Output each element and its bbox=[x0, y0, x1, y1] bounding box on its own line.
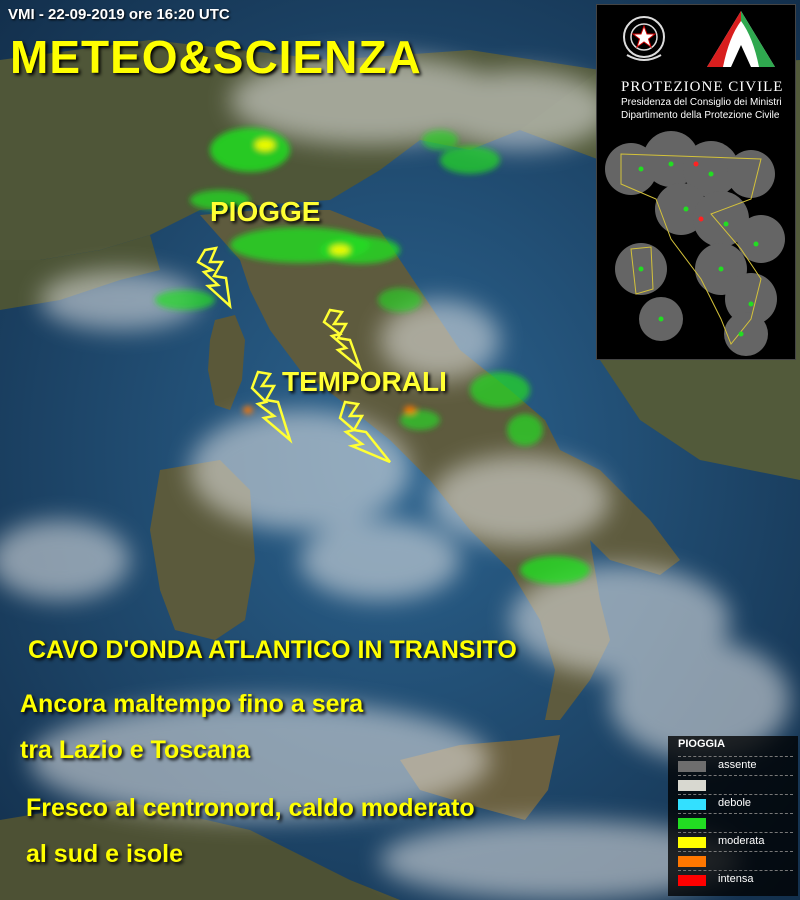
legend-item bbox=[678, 794, 793, 813]
caption-line-3: Fresco al centronord, caldo moderato bbox=[26, 794, 475, 822]
legend-item bbox=[678, 870, 793, 889]
organization-name: PROTEZIONE CIVILE bbox=[621, 79, 784, 95]
caption-line-1: Ancora maltempo fino a sera bbox=[20, 690, 364, 718]
legend-label: moderata bbox=[718, 835, 765, 847]
legend-title: PIOGGIA bbox=[678, 738, 726, 750]
label-rain: PIOGGE bbox=[210, 196, 321, 227]
civil-protection-logo-icon bbox=[701, 7, 781, 69]
rain-legend bbox=[668, 736, 798, 896]
legend-swatch bbox=[678, 818, 706, 829]
caption-line-4: al sud e isole bbox=[26, 840, 184, 868]
brand-title: METEO&SCIENZA bbox=[10, 31, 422, 83]
legend-swatch bbox=[678, 856, 706, 867]
caption-line-2: tra Lazio e Toscana bbox=[20, 736, 251, 764]
legend-label: intensa bbox=[718, 873, 754, 885]
legend-swatch bbox=[678, 875, 706, 886]
legend-swatch bbox=[678, 780, 706, 791]
legend-item bbox=[678, 775, 793, 794]
caption-headline: CAVO D'ONDA ATLANTICO IN TRANSITO bbox=[28, 636, 517, 664]
organization-line-2: Dipartimento della Protezione Civile bbox=[621, 110, 780, 121]
legend-swatch bbox=[678, 799, 706, 810]
legend-swatch bbox=[678, 837, 706, 848]
legend-item bbox=[678, 813, 793, 832]
protezione-civile-panel bbox=[596, 4, 796, 360]
legend-item bbox=[678, 832, 793, 851]
legend-swatch bbox=[678, 761, 706, 772]
organization-line-1: Presidenza del Consiglio dei Ministri bbox=[621, 97, 782, 108]
legend-item bbox=[678, 851, 793, 870]
legend-item bbox=[678, 756, 793, 775]
timestamp: VMI - 22-09-2019 ore 16:20 UTC bbox=[8, 6, 230, 23]
label-storms: TEMPORALI bbox=[282, 366, 447, 397]
legend-label: assente bbox=[718, 759, 757, 771]
legend-label: debole bbox=[718, 797, 752, 809]
emblem-icon bbox=[619, 11, 669, 65]
radar-coverage-inset bbox=[601, 129, 791, 357]
